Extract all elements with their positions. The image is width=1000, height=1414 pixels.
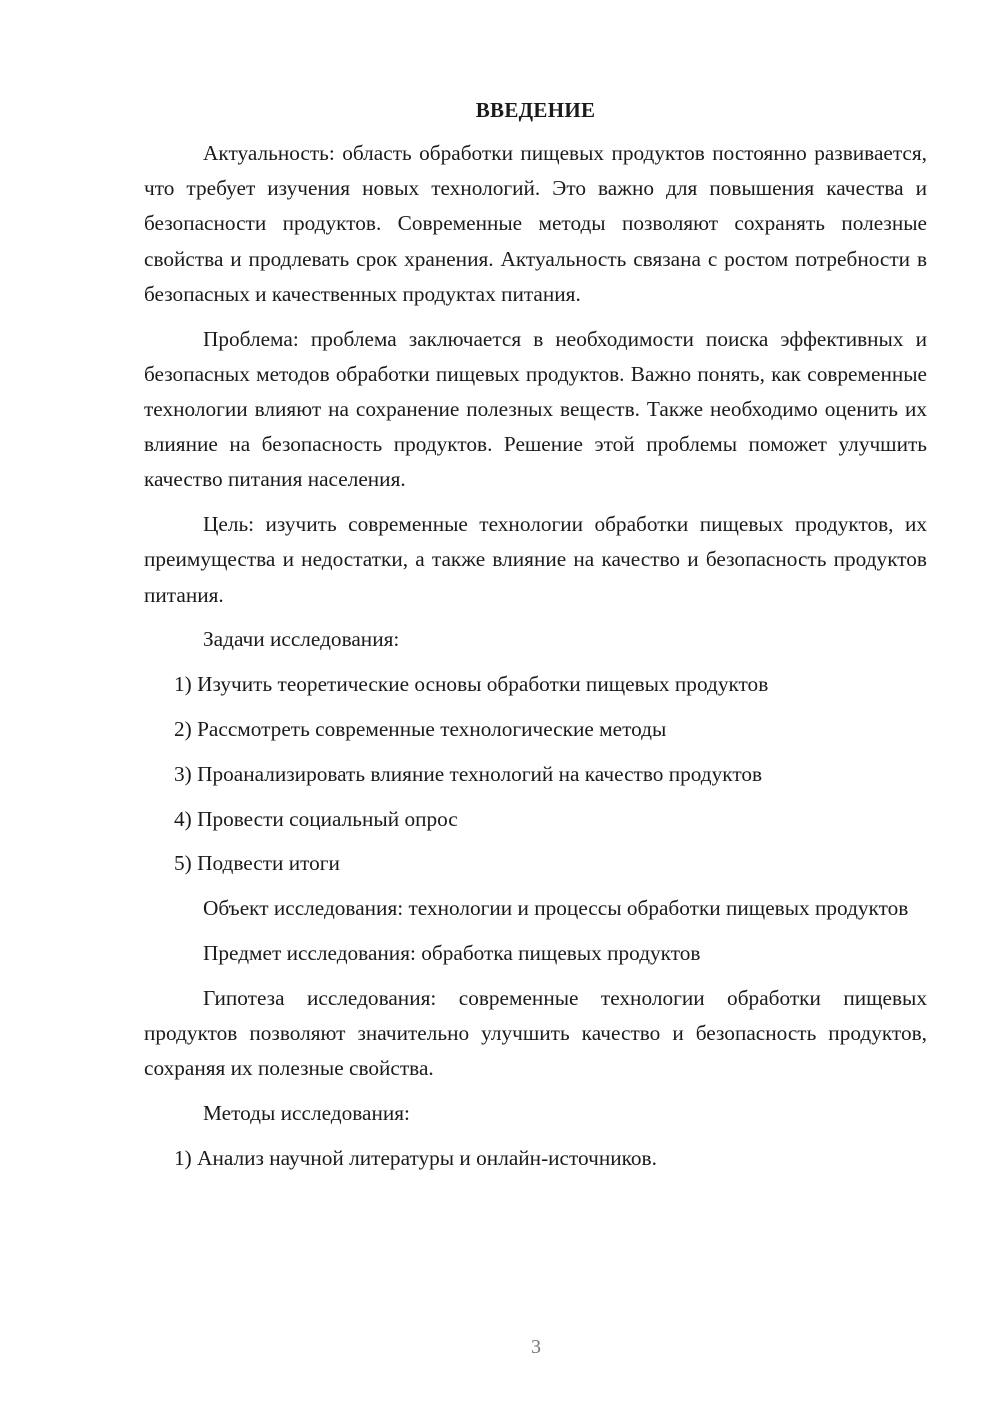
- page-number: 3: [531, 1336, 541, 1358]
- task-item: 3) Проанализировать влияние технологий на качество продуктов: [174, 761, 763, 786]
- section-heading: ВВЕДЕНИЕ: [475, 98, 596, 122]
- hypothesis-paragraph: Гипотеза исследования: современные технологии обработки пищевых продуктов позволяют значительно улучшить качество и безопасность продуктов, сохраняя их полезные свойства.: [144, 985, 927, 1081]
- object-paragraph: Объект исследования: технологии и процессы обработки пищевых продуктов: [203, 896, 909, 921]
- task-item: 4) Провести социальный опрос: [174, 806, 458, 831]
- page-content: [144, 98, 927, 1186]
- task-item: 2) Рассмотреть современные технологические методы: [174, 717, 667, 742]
- subject-paragraph: Предмет исследования: обработка пищевых продуктов: [203, 941, 701, 965]
- relevance-paragraph: Актуальность: область обработки пищевых продуктов постоянно развивается, что требует изучения новых технологий. Это важно для повышения качества и безопасности продуктов. Современные методы позволяют сохранять полезные свойства и продлевать срок хранения. Актуальность связана с ростом потребности в безопасных и качественных продуктах питания.: [144, 141, 927, 306]
- methods-title: Методы исследования:: [203, 1101, 410, 1125]
- task-item: 5) Подвести итоги: [174, 851, 340, 876]
- tasks-title: Задачи исследования:: [203, 627, 400, 652]
- method-item: 1) Анализ научной литературы и онлайн-источников.: [174, 1145, 657, 1170]
- problem-paragraph: Проблема: проблема заключается в необходимости поиска эффективных и безопасных методов обработки пищевых продуктов. Важно понять, как современные технологии влияют на сохранение полезных веществ. Также необходимо оценить их влияние на безопасность продуктов. Решение этой проблемы поможет улучшить качество питания населения.: [144, 326, 927, 492]
- task-item: 1) Изучить теоретические основы обработки пищевых продуктов: [174, 672, 769, 697]
- goal-paragraph: Цель: изучить современные технологии обработки пищевых продуктов, их преимущества и недостатки, а также влияние на качество и безопасность продуктов питания.: [144, 512, 927, 607]
